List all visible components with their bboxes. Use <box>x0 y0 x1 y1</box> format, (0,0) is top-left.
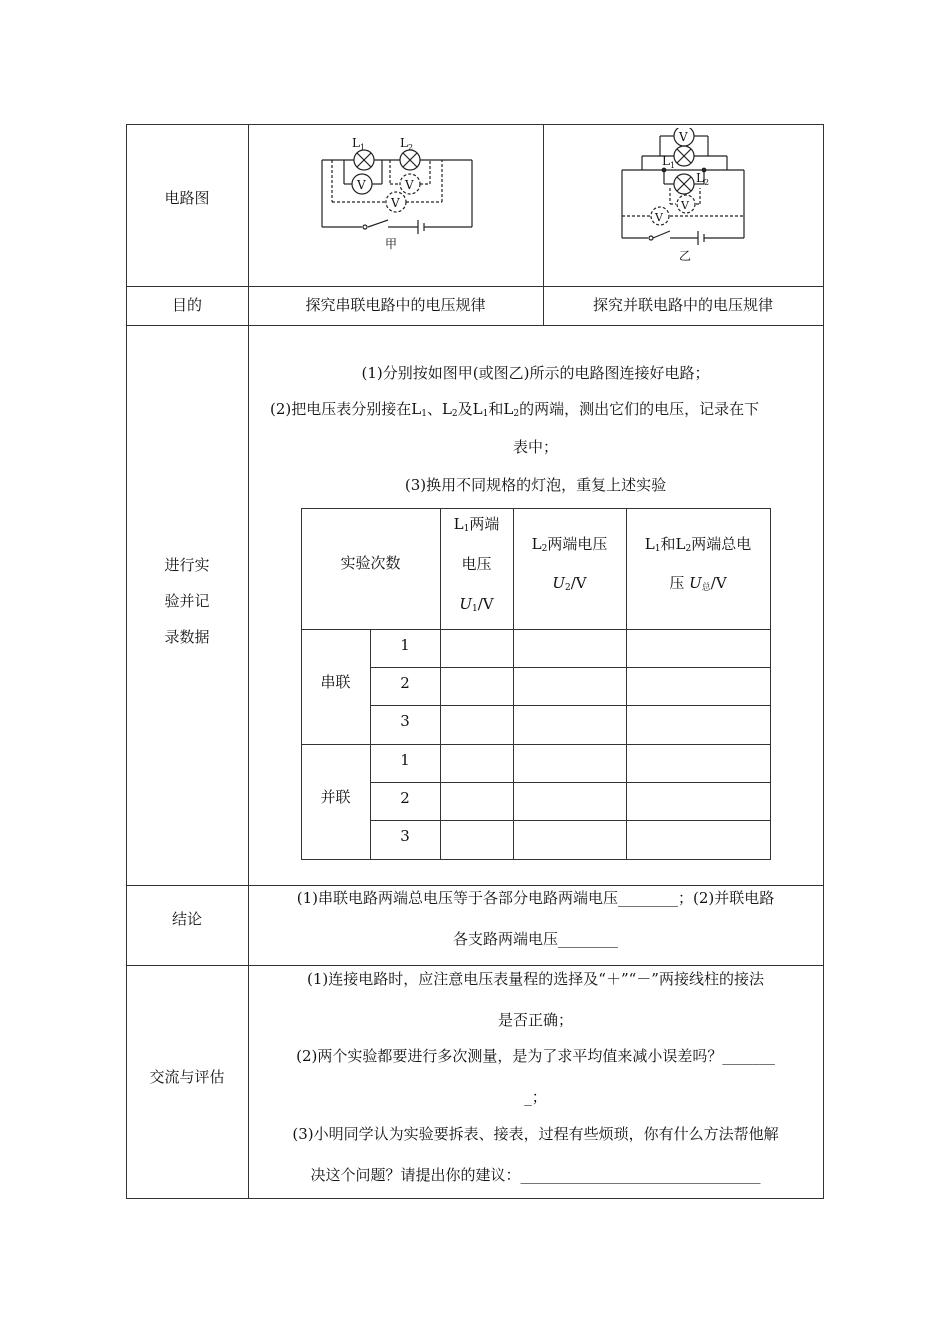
purpose-row-label: 目的 <box>171 296 202 314</box>
purpose-series: 探究串联电路中的电压规律 <box>305 296 486 314</box>
table-head-total-unit: 压 $U_总/V$ <box>669 574 727 593</box>
lamp-l2-icon <box>400 150 420 170</box>
circuit-row-label: 电路图 <box>164 189 210 207</box>
lamp-l2-icon <box>674 174 694 194</box>
series-circuit-diagram <box>310 132 490 254</box>
parallel-circuit-diagram <box>612 128 757 263</box>
svg-text:L2: $L_2$ <box>400 136 414 152</box>
table-head-u2: $L_2$两端电压 <box>531 535 608 554</box>
svg-text:L1: $L_1$ <box>662 154 676 170</box>
lamp-l1-icon <box>354 150 374 170</box>
trial-number: 1 <box>400 751 410 769</box>
evaluation-p2-line1: (2)两个实验都要进行多次测量，是为了求平均值来减小误差吗？_______ <box>296 1047 775 1065</box>
svg-text:V: V <box>391 196 400 210</box>
trial-number: 3 <box>400 712 410 730</box>
svg-text:V: V <box>405 178 414 192</box>
conclusion-line-1: (1)串联电路两端总电压等于各部分电路两端电压________；(2)并联电路 <box>296 889 775 907</box>
lamp-l1-icon <box>674 146 694 166</box>
evaluation-p3-line1: (3)小明同学认为实验要拆表、接表，过程有些烦琐，你有什么方法帮他解 <box>292 1125 779 1143</box>
procedure-label-line: 验并记 <box>164 592 210 610</box>
svg-text:V: V <box>357 178 366 192</box>
parallel-group-label: 并联 <box>320 788 351 806</box>
lamp-l1-label: L <box>352 136 360 150</box>
conclusion-line-2: 各支路两端电压________ <box>452 930 618 948</box>
svg-text:L1: $L_1$ <box>352 136 366 152</box>
diagram-caption-jia: 甲 <box>385 237 398 251</box>
procedure-step-3: (3)换用不同规格的灯泡，重复上述实验 <box>404 476 667 494</box>
procedure-step-2-cont: 表中； <box>512 438 558 456</box>
table-head-u1-unit: $U_1/V$ <box>459 595 494 614</box>
svg-text:V: V <box>681 199 689 212</box>
procedure-step-2: (2)把电压表分别接在$L_1$、$L_2$及$L_1$和$L_2$的两端，测出它们的电压，记录在下 <box>270 400 760 419</box>
series-group-label: 串联 <box>320 673 351 691</box>
table-head-u2-unit: $U_2/V$ <box>552 574 587 593</box>
evaluation-p1-line2: 是否正确； <box>497 1011 573 1029</box>
evaluation-row-label: 交流与评估 <box>149 1068 225 1086</box>
evaluation-p3-line2: 决这个问题？请提出你的建议：________________________________ <box>310 1166 761 1184</box>
conclusion-row-label: 结论 <box>171 910 202 928</box>
svg-text:V: V <box>655 211 663 224</box>
trial-number: 3 <box>400 827 410 845</box>
procedure-label-line: 录数据 <box>164 628 210 646</box>
table-head-u1: $L_1$两端 <box>453 515 500 534</box>
trial-number: 2 <box>400 674 410 692</box>
evaluation-p2-line2: _； <box>524 1088 547 1106</box>
table-head-count: 实验次数 <box>340 554 401 572</box>
svg-text:V: V <box>679 130 688 144</box>
lamp-l2-label: L <box>400 136 408 150</box>
trial-number: 2 <box>400 789 410 807</box>
procedure-step-1: (1)分别按如图甲(或图乙)所示的电路图连接好电路； <box>361 364 710 382</box>
evaluation-p1-line1: (1)连接电路时，应注意电压表量程的选择及“＋”“－”两接线柱的接法 <box>307 970 764 988</box>
trial-number: 1 <box>400 636 410 654</box>
svg-text:L2: $L_2$ <box>696 171 710 187</box>
diagram-caption-yi: 乙 <box>679 249 692 263</box>
table-head-total: $L_1$和$L_2$两端总电 <box>644 535 752 554</box>
procedure-label-line: 进行实 <box>164 556 210 574</box>
table-head-u1-line2: 电压 <box>461 555 492 573</box>
purpose-parallel: 探究并联电路中的电压规律 <box>592 296 773 314</box>
